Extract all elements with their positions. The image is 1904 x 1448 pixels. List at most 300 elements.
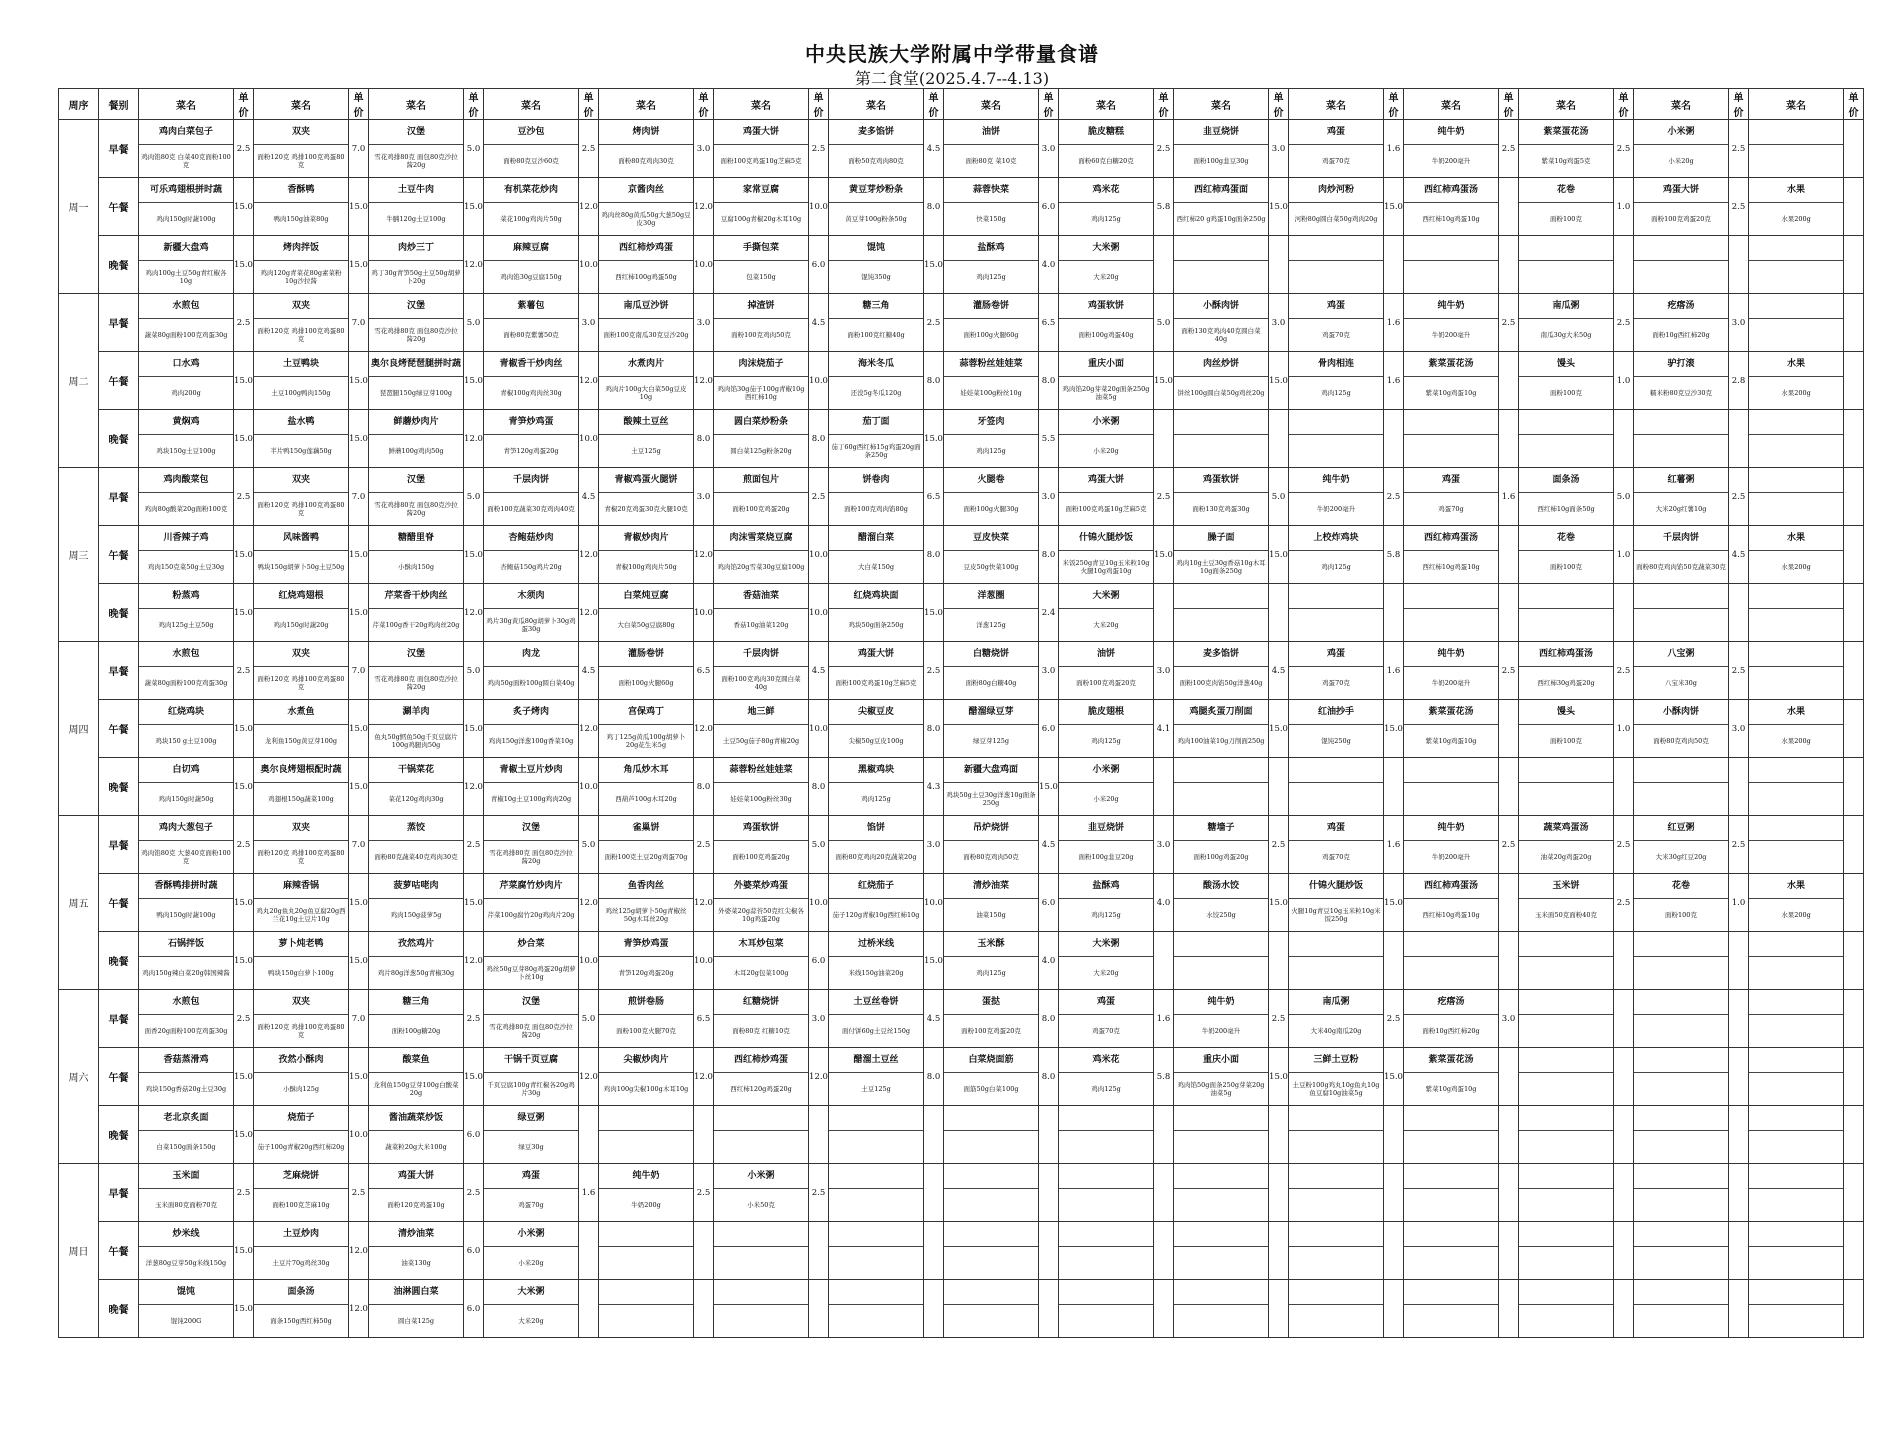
dish-ingredients: 蔬菜粒20g大米100g: [369, 1130, 463, 1162]
dish-ingredients: 馄饨200G: [139, 1304, 233, 1336]
dish-ingredients: [1174, 1304, 1268, 1336]
day-label: 周一: [59, 120, 99, 294]
dish-price: [1729, 932, 1749, 990]
dish-name: 馅饼: [866, 823, 885, 833]
dish-name: 鸡肉酸菜包: [163, 475, 209, 485]
dish-cell: [714, 932, 809, 990]
dish-cell: [369, 1048, 464, 1106]
dish-name: 川香辣子鸡: [163, 533, 209, 543]
dish-cell: [1174, 1048, 1269, 1106]
dish-name: 青笋炒鸡蛋: [623, 939, 669, 949]
dish-price: 10.0: [924, 874, 944, 932]
dish-price: 15.0: [234, 178, 254, 236]
dish-cell: [1059, 932, 1154, 990]
dish-name: 蔬菜鸡蛋汤: [1543, 823, 1589, 833]
dish-ingredients: [829, 1188, 923, 1220]
dish-name: 涮羊肉: [402, 707, 430, 717]
dish-name: [1634, 410, 1728, 434]
dish-cell: [714, 642, 809, 700]
dish-cell: [139, 642, 234, 700]
dish-ingredients: [1749, 956, 1843, 988]
header-meal: 餐别: [99, 89, 139, 120]
dish-price: 15.0: [234, 584, 254, 642]
dish-name: 盐酥鸡: [977, 243, 1005, 253]
dish-price: [1614, 932, 1634, 990]
page-subtitle: 第二食堂(2025.4.7--4.13): [854, 69, 1050, 88]
dish-cell: [1634, 758, 1729, 816]
dish-price: [1844, 120, 1864, 178]
dish-ingredients: 南瓜30g大米50g: [1519, 318, 1613, 350]
dish-name: 西红柿鸡蛋汤: [1423, 533, 1478, 543]
meal-row: [59, 584, 1864, 642]
dish-name: 麻辣豆腐: [512, 243, 549, 253]
dish-name: 双夹: [291, 997, 310, 1007]
dish-name: [1174, 932, 1268, 956]
dish-price: [1499, 932, 1519, 990]
dish-name: 小酥肉饼: [1202, 301, 1239, 311]
dish-name: 大米粥: [1092, 939, 1120, 949]
dish-cell: [829, 1106, 924, 1164]
dish-name: 水煎包: [172, 649, 200, 659]
dish-cell: [139, 1280, 234, 1338]
dish-cell: [1289, 758, 1384, 816]
dish-cell: [484, 178, 579, 236]
dish-ingredients: 大白菜50g豆腐80g: [599, 608, 693, 640]
dish-name: 肉炒三丁: [397, 243, 434, 253]
dish-ingredients: 面粉100g糖20g: [369, 1014, 463, 1046]
dish-ingredients: 包菜150g: [714, 260, 808, 292]
dish-ingredients: 紫菜10g鸡蛋5克: [1519, 144, 1613, 176]
dish-price: 2.5: [1499, 294, 1519, 352]
dish-price: 15.0: [1269, 178, 1289, 236]
dish-cell: [254, 584, 349, 642]
dish-name: [1634, 236, 1728, 260]
dish-price: 15.0: [1384, 874, 1404, 932]
dish-cell: [944, 410, 1039, 468]
dish-price: [694, 1280, 714, 1338]
meal-label: 午餐: [99, 700, 139, 758]
dish-price: [1844, 990, 1864, 1048]
dish-name: 上校炸鸡块: [1313, 533, 1359, 543]
dish-price: 12.0: [694, 874, 714, 932]
dish-cell: [1404, 352, 1499, 410]
dish-cell: [944, 352, 1039, 410]
dish-ingredients: 水果200g: [1749, 724, 1843, 756]
dish-price: 8.0: [1039, 1048, 1059, 1106]
dish-name: [1749, 642, 1843, 666]
dish-cell: [944, 1222, 1039, 1280]
dish-price: [1384, 236, 1404, 294]
dish-cell: [1634, 700, 1729, 758]
dish-price: 7.0: [349, 120, 369, 178]
dish-price: 1.0: [1614, 178, 1634, 236]
dish-cell: [1519, 352, 1614, 410]
dish-price: [809, 1106, 829, 1164]
dish-cell: [254, 526, 349, 584]
dish-cell: [254, 932, 349, 990]
dish-ingredients: 土豆125g: [599, 434, 693, 466]
dish-price: 2.5: [1154, 468, 1174, 526]
dish-name: 新疆大盘鸡: [163, 243, 209, 253]
dish-cell: [484, 410, 579, 468]
dish-price: [1844, 1222, 1864, 1280]
dish-price: 8.0: [924, 178, 944, 236]
dish-name: [829, 1222, 923, 1246]
dish-name: 西红柿鸡蛋汤: [1423, 185, 1478, 195]
dish-cell: [599, 352, 694, 410]
dish-cell: [599, 816, 694, 874]
dish-name: 小米粥: [1667, 127, 1695, 137]
header-dish: 菜名: [1404, 89, 1499, 120]
dish-cell: [1519, 1280, 1614, 1338]
dish-ingredients: 鸡肉馅80克 白菜40克面粉100克: [139, 144, 233, 176]
dish-cell: [599, 990, 694, 1048]
dish-price: [579, 1222, 599, 1280]
dish-ingredients: [1289, 1246, 1383, 1278]
dish-name: [944, 1280, 1038, 1304]
dish-cell: [1174, 874, 1269, 932]
dish-name: 馄饨: [176, 1287, 195, 1297]
dish-price: [1729, 236, 1749, 294]
dish-cell: [369, 1222, 464, 1280]
dish-name: 双夹: [291, 301, 310, 311]
dish-name: 火腿卷: [977, 475, 1005, 485]
dish-price: 4.5: [924, 120, 944, 178]
dish-cell: [1519, 816, 1614, 874]
dish-ingredients: [1749, 260, 1843, 292]
header-dish: 菜名: [369, 89, 464, 120]
dish-price: 7.0: [349, 468, 369, 526]
dish-cell: [1634, 236, 1729, 294]
dish-price: [1729, 584, 1749, 642]
dish-name: 西红柿炒鸡蛋: [733, 1055, 788, 1065]
meal-label: 早餐: [99, 1164, 139, 1222]
dish-name: 菠萝咕咾肉: [393, 881, 439, 891]
dish-price: [1844, 1106, 1864, 1164]
dish-cell: [944, 1280, 1039, 1338]
dish-cell: [1174, 584, 1269, 642]
dish-cell: [1174, 1164, 1269, 1222]
dish-cell: [714, 1280, 809, 1338]
dish-cell: [714, 874, 809, 932]
dish-name: [944, 1164, 1038, 1188]
dish-cell: [1059, 758, 1154, 816]
dish-price: [1614, 1164, 1634, 1222]
meal-label: 早餐: [99, 120, 139, 178]
dish-name: [1289, 1164, 1383, 1188]
dish-name: 土豆鸭块: [282, 359, 319, 369]
dish-cell: [714, 178, 809, 236]
dish-name: 韭豆烧饼: [1202, 127, 1239, 137]
dish-ingredients: [1404, 1130, 1498, 1162]
dish-price: 2.5: [349, 1164, 369, 1222]
dish-price: 5.0: [464, 468, 484, 526]
dish-name: [1749, 816, 1843, 840]
meal-row: [59, 1048, 1864, 1106]
menu-table: [58, 88, 1864, 1338]
dish-price: 8.0: [924, 1048, 944, 1106]
dish-price: [1039, 1164, 1059, 1222]
dish-price: 15.0: [234, 700, 254, 758]
dish-name: 白菜炖豆腐: [623, 591, 669, 601]
dish-cell: [1749, 758, 1844, 816]
dish-ingredients: 牛奶200毫升: [1289, 492, 1383, 524]
dish-cell: [599, 294, 694, 352]
dish-ingredients: 雪花鸡排80克 面包80克沙拉酱20g: [369, 144, 463, 176]
dish-ingredients: 面粉100克: [1519, 724, 1613, 756]
dish-ingredients: 雪花鸡排80克 面包80克沙拉酱20g: [369, 318, 463, 350]
dish-name: [1749, 990, 1843, 1014]
dish-cell: [139, 1164, 234, 1222]
dish-ingredients: 面粉100g火腿60g: [944, 318, 1038, 350]
dish-ingredients: 鸡丁30g青笋50g土豆50g胡萝卜20g: [369, 260, 463, 292]
dish-ingredients: [1634, 956, 1728, 988]
dish-cell: [254, 120, 349, 178]
dish-name: 干锅菜花: [397, 765, 434, 775]
dish-ingredients: [829, 1130, 923, 1162]
dish-cell: [714, 410, 809, 468]
dish-name: 可乐鸡翅根拼时蔬: [149, 185, 222, 195]
dish-cell: [1289, 990, 1384, 1048]
dish-cell: [829, 468, 924, 526]
dish-cell: [139, 468, 234, 526]
dish-price: 2.5: [924, 294, 944, 352]
dish-price: 15.0: [234, 236, 254, 294]
dish-price: 1.6: [579, 1164, 599, 1222]
dish-price: [809, 1222, 829, 1280]
dish-name: 骨肉相连: [1317, 359, 1354, 369]
dish-ingredients: 圆白菜125g: [369, 1304, 463, 1336]
dish-price: 15.0: [349, 410, 369, 468]
dish-cell: [714, 1164, 809, 1222]
dish-price: [1154, 236, 1174, 294]
dish-ingredients: [1519, 1246, 1613, 1278]
dish-ingredients: [1749, 1188, 1843, 1220]
dish-price: 2.5: [1269, 990, 1289, 1048]
meal-row: [59, 758, 1864, 816]
dish-name: 木须肉: [517, 591, 545, 601]
dish-ingredients: 鸡肉100油菜10g刀削面250g: [1174, 724, 1268, 756]
dish-name: 杏鲍菇炒肉: [508, 533, 554, 543]
dish-cell: [1174, 642, 1269, 700]
dish-cell: [1749, 120, 1844, 178]
dish-ingredients: 面粉100克: [1519, 202, 1613, 234]
dish-price: 15.0: [464, 178, 484, 236]
day-label: 周日: [59, 1164, 99, 1338]
dish-cell: [944, 236, 1039, 294]
dish-price: 1.6: [1154, 990, 1174, 1048]
dish-cell: [944, 990, 1039, 1048]
dish-name: 面条汤: [1552, 475, 1580, 485]
dish-cell: [1174, 236, 1269, 294]
dish-price: [1499, 758, 1519, 816]
dish-cell: [599, 1048, 694, 1106]
dish-ingredients: 茄子120g青椒10g西红柿10g: [829, 898, 923, 930]
dish-price: [1499, 584, 1519, 642]
dish-ingredients: 鸭肉150g油菜80g: [254, 202, 348, 234]
dish-ingredients: 青椒100g鸡肉片50g: [599, 550, 693, 582]
dish-ingredients: 面粉130克鸡蛋30g: [1174, 492, 1268, 524]
dish-cell: [1749, 294, 1844, 352]
meal-label: 早餐: [99, 816, 139, 874]
dish-name: 鸡蛋: [1326, 823, 1345, 833]
dish-price: [924, 1280, 944, 1338]
dish-name: 洋葱圈: [977, 591, 1005, 601]
day-label: 周四: [59, 642, 99, 816]
dish-price: 15.0: [1269, 352, 1289, 410]
dish-name: 香菇油菜: [742, 591, 779, 601]
dish-cell: [1634, 642, 1729, 700]
dish-cell: [1059, 1048, 1154, 1106]
dish-price: [924, 1164, 944, 1222]
dish-ingredients: 鸡肉馅20g雪菜30g豆腐100g: [714, 550, 808, 582]
dish-ingredients: 雪花鸡排80克 面包80克沙拉酱20g: [369, 492, 463, 524]
dish-price: 12.0: [579, 178, 599, 236]
dish-price: [1844, 1048, 1864, 1106]
dish-ingredients: [1404, 1188, 1498, 1220]
dish-price: [1729, 410, 1749, 468]
dish-cell: [369, 526, 464, 584]
dish-ingredients: 西红柿20 g鸡蛋10g面条250g: [1174, 202, 1268, 234]
meal-label: 晚餐: [99, 236, 139, 294]
dish-price: 15.0: [349, 932, 369, 990]
dish-name: 汉堡: [521, 823, 540, 833]
dish-price: [1499, 1164, 1519, 1222]
dish-ingredients: [1519, 434, 1613, 466]
dish-name: 水煎包: [172, 997, 200, 1007]
dish-ingredients: 鸡块150g香菇20g土豆30g: [139, 1072, 233, 1104]
dish-ingredients: 面香20g面粉100克鸡蛋30g: [139, 1014, 233, 1046]
dish-price: 5.0: [464, 642, 484, 700]
dish-price: [1039, 1222, 1059, 1280]
header-dish: 菜名: [1634, 89, 1729, 120]
dish-cell: [1289, 1048, 1384, 1106]
dish-price: 2.5: [1269, 816, 1289, 874]
dish-cell: [484, 700, 579, 758]
dish-name: 鸡蛋: [1326, 127, 1345, 137]
dish-ingredients: 面粉120克 鸡排100克鸡蛋80克: [254, 666, 348, 698]
dish-cell: [599, 758, 694, 816]
dish-ingredients: 面粉100克红糖40g: [829, 318, 923, 350]
dish-ingredients: [1749, 666, 1843, 698]
dish-name: 饼卷肉: [862, 475, 890, 485]
dish-price: 15.0: [349, 874, 369, 932]
dish-cell: [599, 932, 694, 990]
dish-ingredients: 玉米面80克面粉70克: [139, 1188, 233, 1220]
dish-name: [1059, 1222, 1153, 1246]
dish-name: [1404, 1106, 1498, 1130]
dish-ingredients: 鸡肉100g土豆50g青红椒各10g: [139, 260, 233, 292]
dish-name: [1289, 1280, 1383, 1304]
dish-ingredients: 面粉80克蔬菜40克鸡肉30克: [369, 840, 463, 872]
dish-name: 奥尔良烤琵琶腿拼时蔬: [371, 359, 462, 369]
dish-price: 3.0: [579, 294, 599, 352]
dish-ingredients: 鸡肉125g: [1289, 550, 1383, 582]
dish-price: 15.0: [349, 700, 369, 758]
dish-cell: [944, 642, 1039, 700]
dish-price: [1614, 584, 1634, 642]
dish-price: [1154, 1106, 1174, 1164]
meal-label: 晚餐: [99, 410, 139, 468]
dish-cell: [484, 584, 579, 642]
dish-ingredients: 鸡肉120g青菜花80g素菜粉10g沙拉酱: [254, 260, 348, 292]
dish-price: 10.0: [579, 758, 599, 816]
dish-cell: [1634, 468, 1729, 526]
dish-cell: [1059, 990, 1154, 1048]
dish-cell: [1634, 1164, 1729, 1222]
dish-ingredients: 鱼丸50g鳕鱼50g千页豆腐片100g鸡腿肉50g: [369, 724, 463, 756]
dish-name: 红烧鸡翅根: [278, 591, 324, 601]
dish-price: [1154, 1164, 1174, 1222]
dish-cell: [1634, 932, 1729, 990]
dish-ingredients: 面粉100克蔬菜30克鸡肉40克: [484, 492, 578, 524]
dish-price: 12.0: [579, 700, 599, 758]
dish-price: [1269, 1106, 1289, 1164]
dish-price: 2.5: [1729, 120, 1749, 178]
meal-row: [59, 526, 1864, 584]
dish-name: [714, 1106, 808, 1130]
header-price: 单价: [579, 89, 599, 120]
dish-name: [1174, 410, 1268, 434]
dish-name: [1059, 1164, 1153, 1188]
dish-ingredients: 面粉120克鸡蛋10g: [369, 1188, 463, 1220]
dish-ingredients: 面粉100g鸡蛋20g: [1174, 840, 1268, 872]
dish-price: 1.6: [1384, 816, 1404, 874]
dish-name: [1289, 1106, 1383, 1130]
dish-price: [1499, 1048, 1519, 1106]
meal-row: [59, 294, 1864, 352]
meal-row: [59, 874, 1864, 932]
meal-row: [59, 468, 1864, 526]
dish-ingredients: 大白菜150g: [829, 550, 923, 582]
dish-cell: [1059, 294, 1154, 352]
dish-ingredients: 牛奶200毫升: [1404, 144, 1498, 176]
dish-ingredients: [1059, 1304, 1153, 1336]
dish-ingredients: [1634, 782, 1728, 814]
dish-name: 麦多馅饼: [1202, 649, 1239, 659]
dish-price: 2.5: [1614, 642, 1634, 700]
dish-name: [1749, 1106, 1843, 1130]
dish-ingredients: [1634, 1246, 1728, 1278]
meal-row: [59, 178, 1864, 236]
dish-ingredients: [1404, 1246, 1498, 1278]
dish-name: 孜然小酥肉: [278, 1055, 324, 1065]
dish-cell: [254, 1222, 349, 1280]
dish-name: 紫菜蛋花汤: [1543, 127, 1589, 137]
dish-name: 韭豆烧饼: [1087, 823, 1124, 833]
dish-cell: [139, 120, 234, 178]
dish-ingredients: 鸡翅根150g蔬菜100g: [254, 782, 348, 814]
dish-cell: [1749, 1106, 1844, 1164]
dish-ingredients: 面粉100克鸡蛋20克: [944, 1014, 1038, 1046]
dish-cell: [829, 700, 924, 758]
dish-name: [1519, 1048, 1613, 1072]
dish-ingredients: 土豆粉100g鸡丸10g鱼丸10g鱼豆腐10g油菜5g: [1289, 1072, 1383, 1104]
dish-ingredients: 牛奶200毫升: [1404, 318, 1498, 350]
dish-price: 15.0: [464, 874, 484, 932]
dish-cell: [714, 1048, 809, 1106]
dish-price: [924, 1222, 944, 1280]
dish-price: [1269, 758, 1289, 816]
dish-ingredients: 鸡肉125g: [944, 434, 1038, 466]
dish-price: 12.0: [694, 1048, 714, 1106]
dish-price: 6.0: [464, 1222, 484, 1280]
dish-cell: [1519, 874, 1614, 932]
dish-name: 纯牛奶: [1437, 301, 1465, 311]
dish-price: [1614, 1222, 1634, 1280]
dish-ingredients: [1404, 1304, 1498, 1336]
dish-name: [1174, 758, 1268, 782]
